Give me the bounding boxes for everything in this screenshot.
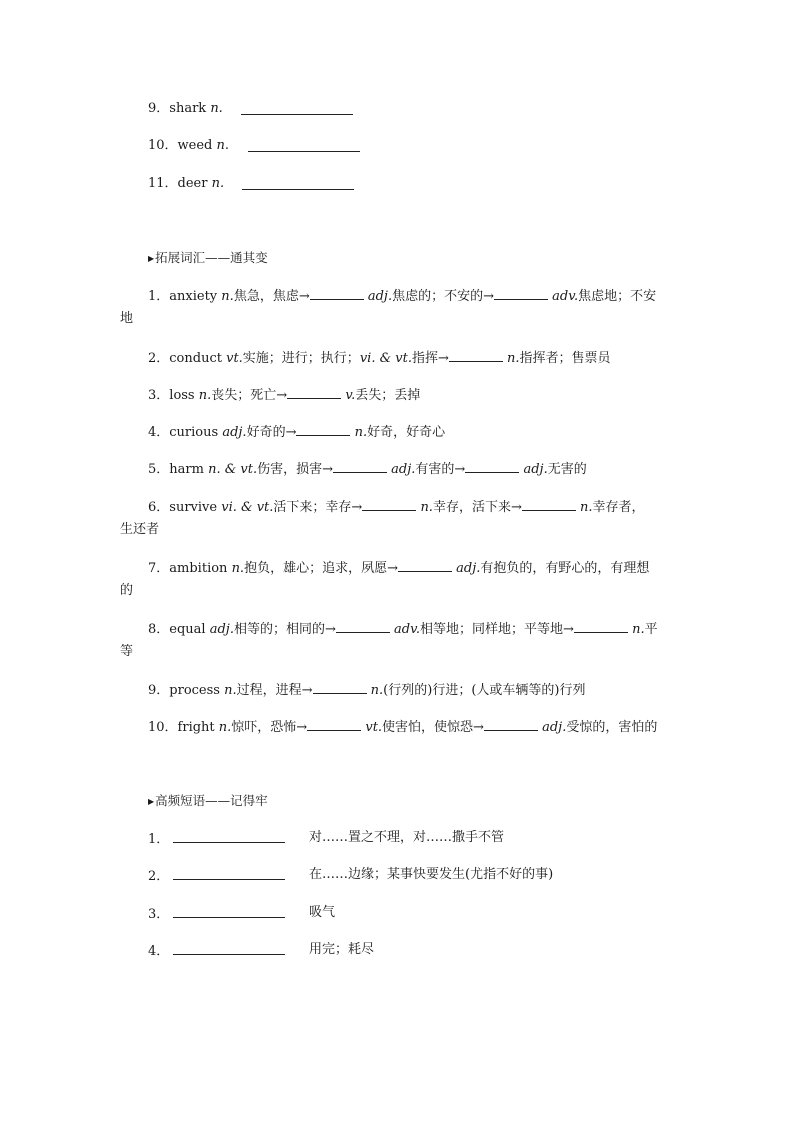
answer-blank[interactable]: [307, 718, 361, 731]
item-number: 4．: [148, 944, 170, 959]
word: harm: [169, 462, 209, 477]
phrase-meaning-2: 在……边缘；某事快要发生(尤指不好的事): [309, 867, 554, 882]
word: ambition: [169, 561, 232, 576]
part-of-speech: adj.: [222, 425, 247, 440]
definition: 好奇的→: [246, 425, 297, 440]
part-of-speech: vi. & vt.: [359, 351, 412, 366]
word: conduct: [169, 351, 227, 366]
answer-blank[interactable]: [248, 139, 360, 152]
answer-blank[interactable]: [242, 177, 354, 190]
part-of-speech: n.: [218, 720, 232, 735]
part-of-speech: n.: [231, 561, 245, 576]
part-of-speech: n.: [198, 388, 212, 403]
ext-item-6-continued: [120, 522, 159, 538]
item-number: 8．: [148, 622, 170, 637]
item-number: 3．: [148, 907, 170, 922]
definition: 活下来；幸存→: [273, 500, 363, 515]
definition: 焦虑地；不安: [578, 289, 657, 304]
answer-blank[interactable]: [173, 905, 285, 918]
definition: 有抱负的，有野心的，有理想: [480, 561, 650, 576]
part-of-speech: adj.: [456, 561, 481, 576]
definition: 好奇，好奇心: [367, 425, 446, 440]
definition: 丧失；死亡→: [211, 388, 288, 403]
definition: 焦虑的；不安的→: [392, 289, 495, 304]
word: shark: [169, 101, 211, 116]
part-of-speech: n. & vt.: [208, 462, 258, 477]
answer-blank[interactable]: [484, 718, 538, 731]
item-number: 5．: [148, 462, 170, 477]
item-number: 10．: [148, 138, 178, 153]
answer-blank[interactable]: [398, 559, 452, 572]
answer-blank[interactable]: [296, 423, 350, 436]
section-title: 拓展词汇——通其变: [155, 250, 268, 265]
part-of-speech: adj.: [542, 720, 567, 735]
part-of-speech: n.: [632, 622, 645, 637]
section-title: 高频短语——记得牢: [155, 793, 268, 808]
definition: 相等的；相同的→: [233, 622, 336, 637]
item-number: 3．: [148, 388, 170, 403]
definition: 过程，进程→: [236, 683, 313, 698]
answer-blank[interactable]: [362, 498, 416, 511]
definition: 相等地；同样地；平等地→: [420, 622, 574, 637]
phrase-item-1: [148, 830, 285, 848]
part-of-speech: adv.: [394, 622, 421, 637]
definition: 受惊的，害怕的: [566, 720, 658, 735]
part-of-speech: adj.: [209, 622, 234, 637]
word: curious: [169, 425, 223, 440]
answer-blank[interactable]: [313, 681, 367, 694]
definition: 丢失；丢掉: [355, 388, 421, 403]
vocab-item-9: [148, 101, 223, 117]
definition: 平: [644, 622, 658, 637]
ext-item-8: [148, 620, 658, 638]
item-number: 2．: [148, 869, 170, 884]
section-heading-extended-vocab: [148, 250, 268, 267]
phrase-item-2: [148, 867, 285, 885]
part-of-speech: vt.: [365, 720, 383, 735]
answer-blank[interactable]: [241, 102, 353, 115]
part-of-speech: n.: [224, 683, 237, 698]
definition-continued: 的: [120, 583, 134, 598]
definition: 使害怕，使惊恐→: [382, 720, 484, 735]
word: loss: [169, 388, 199, 403]
phrase-item-4: [148, 942, 285, 960]
phrase-meaning-4: 用完；耗尽: [309, 942, 375, 957]
definition-continued: 等: [120, 644, 134, 659]
answer-blank[interactable]: [574, 620, 628, 633]
phrase-meaning-1: 对……置之不理，对……撒手不管: [309, 830, 505, 845]
definition-continued: 地: [120, 311, 134, 326]
ext-item-5: [148, 460, 587, 478]
section-heading-phrases: [148, 793, 268, 810]
ext-item-9: [148, 681, 585, 699]
definition: 幸存，活下来→: [432, 500, 522, 515]
ext-item-1-continued: [120, 311, 133, 327]
word: fright: [177, 720, 219, 735]
ext-item-10: [148, 718, 657, 736]
part-of-speech: n.: [370, 683, 384, 698]
definition: 伤害，损害→: [257, 462, 334, 477]
definition: 指挥者；售票员: [519, 351, 611, 366]
item-number: 2．: [148, 351, 170, 366]
answer-blank[interactable]: [173, 942, 285, 955]
part-of-speech: n.: [216, 138, 230, 153]
vocab-item-11: [148, 176, 224, 192]
ext-item-1: [148, 287, 656, 305]
word: deer: [177, 176, 212, 191]
definition: 焦急，焦虑→: [233, 289, 310, 304]
ext-item-6: [148, 498, 645, 516]
definition-continued: 生还者: [120, 522, 160, 537]
part-of-speech: n.: [507, 351, 520, 366]
word: equal: [169, 622, 210, 637]
part-of-speech: n.: [211, 176, 225, 191]
definition: 无害的: [547, 462, 587, 477]
item-number: 9．: [148, 683, 170, 698]
ext-item-7-continued: [120, 583, 133, 599]
vocab-item-10: [148, 138, 229, 154]
part-of-speech: vi. & vt.: [221, 500, 274, 515]
definition: 幸存者，: [592, 500, 645, 515]
answer-blank[interactable]: [173, 867, 285, 880]
word: weed: [177, 138, 217, 153]
ext-item-8-continued: [120, 644, 133, 660]
word: process: [169, 683, 225, 698]
definition: 指挥→: [411, 351, 449, 366]
part-of-speech: n.: [354, 425, 368, 440]
phrase-meaning-3: 吸气: [309, 905, 336, 920]
ext-item-4: [148, 423, 445, 441]
phrase-item-3: [148, 905, 285, 923]
answer-blank[interactable]: [465, 460, 519, 473]
answer-blank[interactable]: [310, 287, 364, 300]
part-of-speech: v.: [345, 388, 356, 403]
triangle-bullet-icon: ▶: [148, 797, 155, 806]
word: anxiety: [169, 289, 222, 304]
part-of-speech: adj.: [391, 462, 416, 477]
word: survive: [169, 500, 222, 515]
ext-item-7: [148, 559, 649, 577]
definition: 抱负，雄心；追求，夙愿→: [244, 561, 398, 576]
triangle-bullet-icon: ▶: [148, 254, 155, 263]
item-number: 4．: [148, 425, 170, 440]
answer-blank[interactable]: [522, 498, 576, 511]
answer-blank[interactable]: [287, 386, 341, 399]
item-number: 1．: [148, 832, 170, 847]
item-number: 9．: [148, 101, 170, 116]
part-of-speech: n.: [221, 289, 234, 304]
part-of-speech: adj.: [523, 462, 548, 477]
part-of-speech: n.: [210, 101, 223, 116]
part-of-speech: vt.: [226, 351, 243, 366]
answer-blank[interactable]: [173, 830, 285, 843]
answer-blank[interactable]: [494, 287, 548, 300]
answer-blank[interactable]: [333, 460, 387, 473]
item-number: 10．: [148, 720, 178, 735]
item-number: 1．: [148, 289, 170, 304]
definition: (行列的)行进；(人或车辆等的)行列: [383, 683, 586, 698]
definition: 有害的→: [415, 462, 466, 477]
part-of-speech: n.: [420, 500, 433, 515]
item-number: 7．: [148, 561, 170, 576]
ext-item-3: [148, 386, 420, 404]
item-number: 6．: [148, 500, 170, 515]
definition: 惊吓，恐怖→: [231, 720, 308, 735]
answer-blank[interactable]: [336, 620, 390, 633]
part-of-speech: n.: [580, 500, 593, 515]
part-of-speech: adv.: [552, 289, 579, 304]
definition: 实施；进行；执行；: [242, 351, 360, 366]
item-number: 11．: [148, 176, 178, 191]
part-of-speech: adj.: [367, 289, 393, 304]
answer-blank[interactable]: [449, 349, 503, 362]
ext-item-2: [148, 349, 611, 367]
